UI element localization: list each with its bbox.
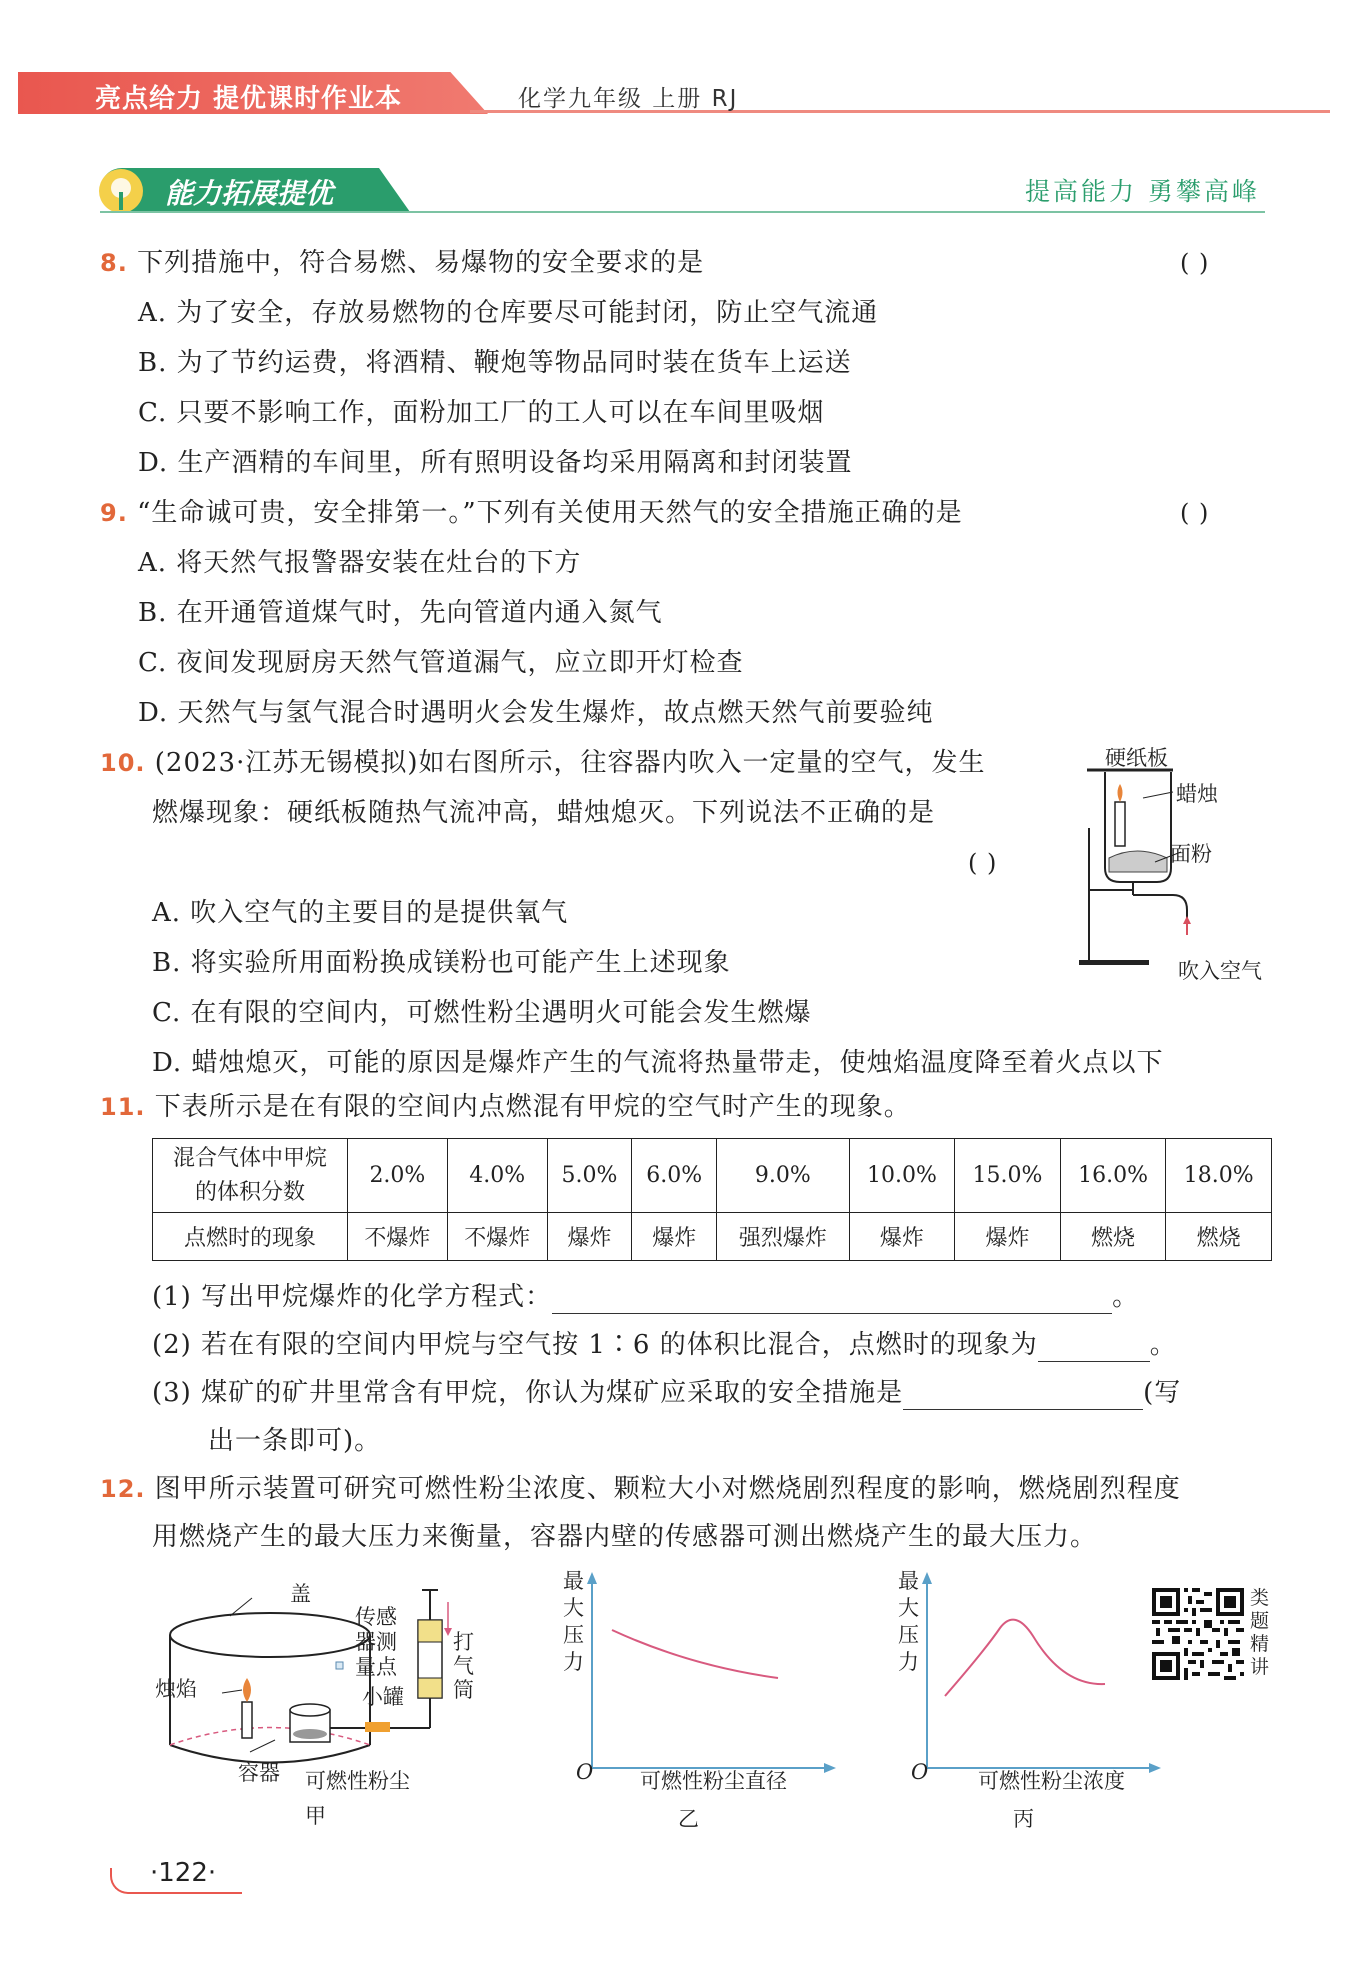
- answer-paren[interactable]: ( ): [968, 849, 998, 877]
- section-title: 能力拓展提优: [165, 177, 334, 210]
- q10-stem-line1: [100, 746, 986, 780]
- q11-sub3-cont: 出一条即可)。: [208, 1426, 382, 1456]
- book-series-title: 亮点给力 提优课时作业本: [95, 84, 403, 114]
- q11-sub3: (3) 煤矿的矿井里常含有甲烷，你认为煤矿应采取的安全措施是 (写: [152, 1378, 1182, 1408]
- q12-stem-line2: 用燃烧产生的最大压力来衡量，容器内壁的传感器可测出燃烧产生的最大压力。: [152, 1522, 1098, 1552]
- fig-jia-label-sensor: 传感器测量点: [355, 1605, 397, 1679]
- table-cell: 5.0%: [547, 1139, 632, 1213]
- answer-paren[interactable]: ( ): [1180, 249, 1210, 277]
- fig-yi-xlabel: 可燃性粉尘直径: [640, 1769, 787, 1793]
- fig-jia-label-pump: 打气筒: [453, 1630, 474, 1702]
- q8-option-c[interactable]: C. 只要不影响工作，面粉加工厂的工人可以在车间里吸烟: [138, 398, 825, 428]
- table-header-cell: 点燃时的现象: [153, 1213, 348, 1261]
- q9-stem-line: [100, 496, 963, 530]
- table-cell: 18.0%: [1166, 1139, 1272, 1213]
- fig-bing-origin: O: [911, 1760, 929, 1784]
- section-slogan: 提高能力 勇攀高峰: [1025, 177, 1260, 206]
- table-cell: 爆炸: [547, 1213, 632, 1261]
- question-number: 8.: [100, 249, 128, 277]
- table-cell: 2.0%: [348, 1139, 448, 1213]
- q10-option-b[interactable]: B. 将实验所用面粉换成镁粉也可能产生上述现象: [152, 948, 731, 978]
- book-subject-title: 化学九年级 上册 RJ: [518, 86, 739, 112]
- table-cell: 爆炸: [955, 1213, 1061, 1261]
- question-stem: 图甲所示装置可研究可燃性粉尘浓度、颗粒大小对燃烧剧烈程度的影响，燃烧剧烈程度: [154, 1474, 1181, 1504]
- q9-option-c[interactable]: C. 夜间发现厨房天然气管道漏气，应立即开灯检查: [138, 648, 744, 678]
- q8-option-a[interactable]: A. 为了安全，存放易燃物的仓库要尽可能封闭，防止空气流通: [138, 298, 879, 328]
- table-cell: 6.0%: [632, 1139, 717, 1213]
- table-cell: 15.0%: [955, 1139, 1061, 1213]
- fig-yi-curve: [612, 1630, 778, 1678]
- fig-bing-curve: [945, 1620, 1105, 1696]
- table-cell: 燃烧: [1166, 1213, 1272, 1261]
- q8-stem-line: [100, 246, 704, 280]
- fig-jia-label-flame: 烛焰: [155, 1677, 197, 1701]
- question-number: 11.: [100, 1093, 146, 1121]
- table-cell: 16.0%: [1060, 1139, 1166, 1213]
- table-cell: 不爆炸: [348, 1213, 448, 1261]
- question-number: 9.: [100, 499, 128, 527]
- question-stem: “生命诚可贵，安全排第一。”下列有关使用天然气的安全措施正确的是: [137, 498, 963, 528]
- table-cell: 爆炸: [632, 1213, 717, 1261]
- fig-yi-ylabel: 最大压力: [563, 1569, 584, 1674]
- question-stem: 下列措施中，符合易燃、易爆物的安全要求的是: [137, 248, 705, 278]
- q9-option-a[interactable]: A. 将天然气报警器安装在灶台的下方: [138, 548, 582, 578]
- table-header-cell: 混合气体中甲烷 的体积分数: [153, 1139, 348, 1213]
- table-cell: 10.0%: [849, 1139, 955, 1213]
- q11-sub2: (2) 若在有限的空间内甲烷与空气按 1∶6 的体积比混合，点燃时的现象为 。: [152, 1330, 1177, 1360]
- figure-label-air: 吹入空气: [1178, 959, 1262, 983]
- q10-stem-line2: 燃爆现象：硬纸板随热气流冲高，蜡烛熄灭。下列说法不正确的是: [152, 798, 936, 828]
- q9-option-b[interactable]: B. 在开通管道煤气时，先向管道内通入氮气: [138, 598, 663, 628]
- q10-option-c[interactable]: C. 在有限的空间内，可燃性粉尘遇明火可能会发生燃爆: [152, 998, 812, 1028]
- table-cell: 4.0%: [447, 1139, 547, 1213]
- q8-option-b[interactable]: B. 为了节约运费，将酒精、鞭炮等物品同时装在货车上运送: [138, 348, 852, 378]
- fig-jia-label-dust: 可燃性粉尘: [305, 1769, 410, 1793]
- table-cell: 不爆炸: [447, 1213, 547, 1261]
- q11-sub1: (1) 写出甲烷爆炸的化学方程式： 。: [152, 1282, 1140, 1312]
- section-rule: [100, 211, 1265, 213]
- fig-yi-origin: O: [576, 1760, 594, 1784]
- table-cell: 9.0%: [717, 1139, 850, 1213]
- tree-logo-icon: [96, 166, 154, 216]
- answer-blank[interactable]: [552, 1285, 1112, 1314]
- question-stem: (2023·江苏无锡模拟)如右图所示，往容器内吹入一定量的空气，发生: [154, 748, 986, 778]
- answer-paren[interactable]: ( ): [1180, 499, 1210, 527]
- fig-jia-label-can: 小罐: [362, 1685, 404, 1709]
- q9-option-d[interactable]: D. 天然气与氢气混合时遇明火会发生爆炸，故点燃天然气前要验纯: [138, 698, 934, 728]
- answer-blank[interactable]: [903, 1381, 1143, 1410]
- fig-bing-ylabel: 最大压力: [898, 1569, 919, 1674]
- table-cell: 燃烧: [1060, 1213, 1166, 1261]
- fig-jia-caption: 甲: [305, 1804, 326, 1828]
- q8-option-d[interactable]: D. 生产酒精的车间里，所有照明设备均采用隔离和封闭装置: [138, 448, 853, 478]
- table-row: [153, 1139, 1272, 1213]
- figure-label-flour: 面粉: [1170, 842, 1212, 866]
- methane-table: [152, 1138, 1272, 1261]
- figure-label-board: 硬纸板: [1105, 746, 1168, 770]
- q11-stem-line: [100, 1090, 911, 1124]
- question-number: 12.: [100, 1475, 146, 1503]
- fig-jia-label-lid: 盖: [290, 1582, 311, 1606]
- table-row: [153, 1213, 1272, 1261]
- fig-yi-caption: 乙: [678, 1807, 699, 1831]
- fig-bing-caption: 丙: [1013, 1807, 1034, 1831]
- answer-blank[interactable]: [1038, 1333, 1150, 1362]
- q10-option-d[interactable]: D. 蜡烛熄灭，可能的原因是爆炸产生的气流将热量带走，使烛焰温度降至着火点以下: [152, 1048, 1164, 1078]
- fig-jia-label-container: 容器: [238, 1761, 280, 1785]
- q12-stem-line1: [100, 1472, 1181, 1506]
- page-number: ·122·: [150, 1858, 217, 1888]
- question-stem: 下表所示是在有限的空间内点燃混有甲烷的空气时产生的现象。: [154, 1092, 911, 1122]
- table-cell: 强烈爆炸: [717, 1213, 850, 1261]
- question-number: 10.: [100, 749, 146, 777]
- table-cell: 爆炸: [849, 1213, 955, 1261]
- fig-bing-xlabel: 可燃性粉尘浓度: [978, 1769, 1125, 1793]
- fig-bing-plot: [915, 1568, 1165, 1783]
- figure-label-candle: 蜡烛: [1176, 782, 1218, 806]
- q10-option-a[interactable]: A. 吹入空气的主要目的是提供氧气: [152, 898, 569, 928]
- fig-yi-plot: [580, 1568, 840, 1783]
- qr-code-icon[interactable]: [1152, 1588, 1244, 1680]
- qr-label: 类题精讲: [1250, 1587, 1270, 1678]
